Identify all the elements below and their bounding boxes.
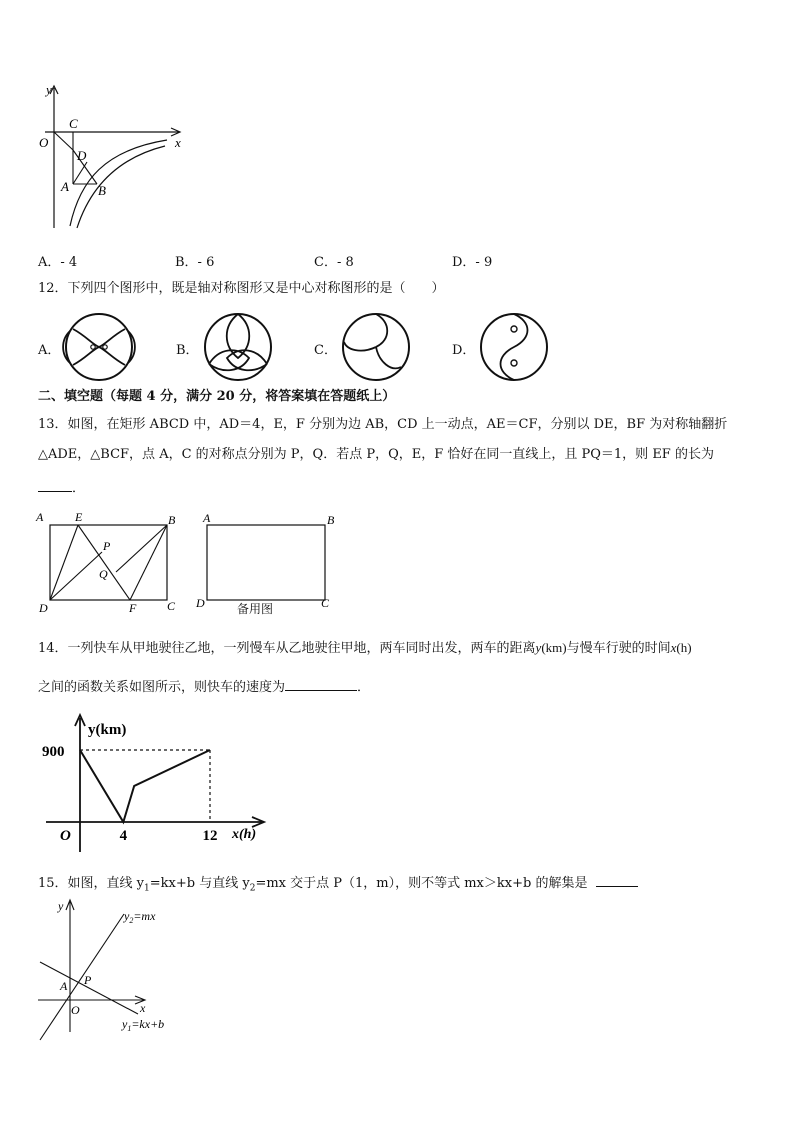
q13-answer-blank[interactable] <box>38 479 72 492</box>
q13-figure-spare <box>195 508 345 612</box>
q15-label-p: P <box>84 973 92 987</box>
q13-fig1-label-c: C <box>167 599 176 613</box>
q15-sub-2: 2 <box>249 883 256 894</box>
q15-label-line1: $y_1=kx+b$ <box>122 1017 165 1033</box>
q12-figure-b <box>203 312 273 382</box>
q12-figure-c <box>341 312 411 382</box>
q15-stem-b: =kx+b 与直线 y <box>149 876 250 891</box>
q14-chart-xlabel: x(h) <box>232 827 257 842</box>
q13-line2: △ADE，△BCF，点 A，C 的对称点分别为 P，Q．若点 P，Q，E，F 恰好在同一直线上，且 PQ＝1，则 EF 的长为 <box>38 447 714 462</box>
q14-line1-b: 与慢车行驶的时间 <box>566 641 671 656</box>
q14-chart-series-line <box>80 750 210 822</box>
q11-label-b: B <box>98 183 106 198</box>
q14-x-symbol: x <box>670 640 677 655</box>
q14-line1-a: 14．一列快车从甲地驶往乙地，一列慢车从乙地驶往甲地，两车同时出发，两车的距离 <box>38 641 536 656</box>
q15-stem-c: =mx 交于点 P（1，m），则不等式 mx＞kx+b 的解集是 <box>255 876 588 891</box>
q14-line2-end: ． <box>357 680 371 695</box>
q14-y-symbol: y <box>535 640 542 655</box>
q14-chart-y-tick: 900 <box>42 744 65 760</box>
q14-chart-ylabel: y(km) <box>88 722 127 738</box>
q14-chart <box>38 712 268 858</box>
q11-option-a: A．- 4 <box>38 255 78 270</box>
section2-title: 二、填空题（每题 4 分，满分 20 分，将答案填在答题纸上） <box>38 389 396 404</box>
q11-figure <box>35 80 195 240</box>
q11-label-a: A <box>61 179 69 194</box>
q15-figure <box>34 896 194 1040</box>
q12-option-a: A． <box>38 343 61 358</box>
q13-fig1-label-a: A <box>36 510 44 524</box>
q11-option-d: D．- 9 <box>452 255 493 270</box>
q13-line1: 13．如图，在矩形 ABCD 中，AD＝4，E，F 分别为边 AB，CD 上一动点，AE＝CF，分别以 DE，BF 为对称轴翻折 <box>38 417 728 432</box>
q13-spare-caption: 备用图 <box>237 602 274 616</box>
q13-figure-main <box>34 508 194 615</box>
q15-label-x: x <box>140 1001 146 1015</box>
q13-fig2-label-a: A <box>203 511 211 525</box>
q15-label-line2: $y_2=mx$ <box>124 909 156 925</box>
q11-label-y: y <box>46 82 52 97</box>
q13-line3-end: ． <box>72 481 86 496</box>
q13-fig1-label-d: D <box>39 601 48 615</box>
q13-fig1-label-e: E <box>75 510 83 524</box>
q14-y-unit: (km) <box>541 640 567 655</box>
q11-option-b: B．- 6 <box>175 255 215 270</box>
q14-answer-blank[interactable] <box>285 678 357 691</box>
q11-label-d: D <box>77 148 87 163</box>
q15-sub-1: 1 <box>144 883 150 894</box>
q14-x-unit: (h) <box>676 640 692 655</box>
q15-stem-a: 15．如图，直线 y <box>38 876 145 891</box>
q12-option-d: D． <box>452 343 476 358</box>
q12-figure-d <box>479 312 549 382</box>
q14-line2-text: 之间的函数关系如图所示，则快车的速度为 <box>38 680 286 695</box>
q15-label-a: A <box>60 979 68 993</box>
q12-figure-a <box>64 312 134 382</box>
q12-option-b: B． <box>176 343 199 358</box>
q14-chart-origin: O <box>60 828 71 844</box>
q13-fig2-label-b: B <box>327 513 335 527</box>
q12-option-c: C． <box>314 343 337 358</box>
q14-line1 <box>38 640 692 657</box>
q12-stem: 12．下列四个图形中，既是轴对称图形又是中心对称图形的是（ ） <box>38 281 445 296</box>
q11-label-c: C <box>69 116 78 131</box>
q15-answer-blank[interactable] <box>596 874 638 887</box>
q15-label-y: y <box>58 899 64 913</box>
q11-label-o: O <box>39 135 49 150</box>
q15-label-o: O <box>71 1003 80 1017</box>
q15-stem <box>38 874 638 897</box>
q13-fig1-label-q: Q <box>99 567 108 581</box>
q14-line2 <box>38 678 370 696</box>
q13-fig1-label-p: P <box>103 539 111 553</box>
q13-fig2-label-c: C <box>321 596 330 610</box>
q13-line3 <box>38 479 85 497</box>
q11-label-x: x <box>175 135 181 150</box>
q13-fig1-label-f: F <box>129 601 137 615</box>
q14-chart-x-tick-4: 4 <box>119 828 128 844</box>
q14-chart-x-tick-12: 12 <box>202 828 218 844</box>
q13-fig1-label-b: B <box>168 513 176 527</box>
q13-fig2-label-d: D <box>196 596 205 610</box>
q11-option-c: C．- 8 <box>314 255 354 270</box>
